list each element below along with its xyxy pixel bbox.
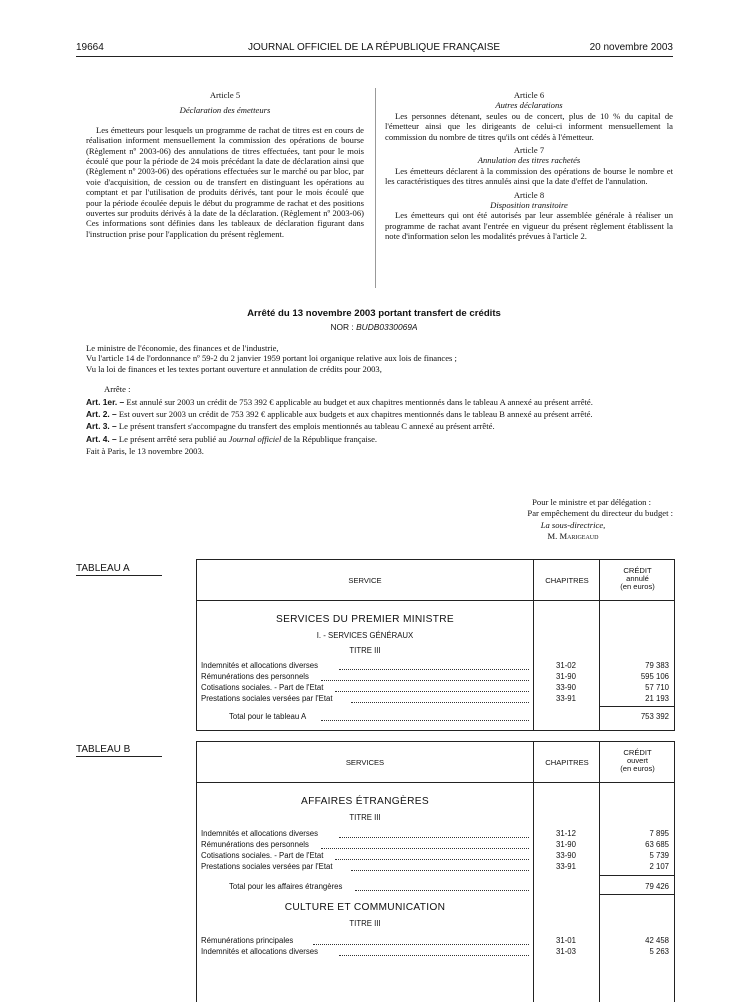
table-row xyxy=(197,829,674,840)
titre-heading: TITRE III xyxy=(349,646,381,655)
article-6-title: Article 6 xyxy=(513,90,545,100)
table-row xyxy=(197,936,674,947)
row-amount: 5 263 xyxy=(649,947,669,956)
table-row xyxy=(197,661,674,672)
col-chapitres-label: CHAPITRES xyxy=(545,758,589,767)
table-row xyxy=(197,862,674,873)
nor-code: BUDB0330069A xyxy=(356,322,418,332)
article-5-title: Article 5 xyxy=(209,90,241,100)
total-row xyxy=(197,882,674,893)
tableau-a-label: TABLEAU A xyxy=(76,563,162,576)
row-amount: 79 383 xyxy=(645,661,669,670)
article-8-subtitle: Disposition transitoire xyxy=(490,200,568,211)
dot-leader xyxy=(355,889,529,891)
article-4-text-b: de la République française. xyxy=(281,433,378,444)
row-label: Cotisations sociales. - Part de l'Etat xyxy=(201,683,324,692)
nor-reference xyxy=(0,322,748,332)
row-chapitre: 31-90 xyxy=(556,672,576,681)
article-7-text: Les émetteurs déclarent à la commission des opérations de bourse le nombre et les caractéristiques des titres annulés ainsi que la date d'effet de l'annulation. xyxy=(385,165,673,187)
subsection-heading: I. - SERVICES GÉNÉRAUX xyxy=(316,631,414,640)
dot-leader xyxy=(335,858,529,860)
col-credit-line-3: (en euros) xyxy=(620,582,655,591)
col-credit-line-1: CRÉDIT xyxy=(623,748,652,757)
article-1-number: Art. 1er. – xyxy=(86,396,125,407)
table-row xyxy=(197,694,674,705)
dot-leader xyxy=(339,668,529,670)
col-chapitres-header xyxy=(533,560,600,600)
table-row xyxy=(197,672,674,683)
signature-line-2: Par empêchement du directeur du budget : xyxy=(527,508,673,519)
row-label: Rémunérations des personnels xyxy=(201,672,309,681)
article-2 xyxy=(86,409,673,419)
total-rule xyxy=(599,894,674,895)
article-1-text: Est annulé sur 2003 un crédit de 753 392 € applicable au budget et aux chapitres mentionnés dans le tableau A annexé au présent arrêté. xyxy=(124,396,593,407)
table-row xyxy=(197,851,674,862)
row-amount: 595 106 xyxy=(640,672,669,681)
article-5-subtitle: Déclaration des émetteurs xyxy=(179,105,271,116)
row-label: Rémunérations principales xyxy=(201,936,294,945)
dot-leader xyxy=(321,679,529,681)
minister-line: Le ministre de l'économie, des finances et de l'industrie, xyxy=(86,343,279,353)
table-row xyxy=(197,683,674,694)
total-amount: 753 392 xyxy=(640,712,669,721)
col-credit-line-3: (en euros) xyxy=(620,764,655,773)
signature-line-1: Pour le ministre et par délégation : xyxy=(532,497,651,507)
article-8-text: Les émetteurs qui ont été autorisés par leur assemblée générale à réaliser un programme de rachat avant l'entrée en vigueur du présent règlement établissent la note d'information selon les modalités prévues à l'article 2. xyxy=(385,210,673,242)
row-label: Indemnités et allocations diverses xyxy=(201,947,319,956)
article-7-title: Article 7 xyxy=(513,145,545,156)
row-chapitre: 31-03 xyxy=(556,947,576,956)
signature-block xyxy=(473,497,673,543)
article-7-subtitle: Annulation des titres rachetés xyxy=(477,155,581,166)
article-1 xyxy=(86,397,673,407)
row-label: Cotisations sociales. - Part de l'Etat xyxy=(201,851,324,860)
total-label: Total pour le tableau A xyxy=(229,712,307,721)
article-2-number: Art. 2. – xyxy=(86,409,117,420)
arrete-title: Arrêté du 13 novembre 2003 portant transfert de crédits xyxy=(247,308,501,319)
total-rule xyxy=(599,706,674,707)
tableau-a xyxy=(196,559,675,731)
left-column xyxy=(86,90,364,239)
signature-name: M. Marigeaud xyxy=(547,531,599,542)
section-heading: CULTURE ET COMMUNICATION xyxy=(284,902,446,913)
col-chapitres-label: CHAPITRES xyxy=(545,576,589,585)
col-services-header: SERVICES xyxy=(345,758,385,767)
total-row xyxy=(197,712,674,723)
page-number: 19664 xyxy=(76,42,104,53)
row-chapitre: 31-12 xyxy=(556,829,576,838)
row-label: Indemnités et allocations diverses xyxy=(201,661,319,670)
tableau-b xyxy=(196,741,675,1002)
article-5-text: Les émetteurs pour lesquels un programme de rachat de titres est en cours de réalisation informent mensuellement la commission des opérations de bourse (Règlement nº 2003-06) des annulations de titres effectuées, tant pour le mois écoulé que pour la période de 24 mois précédant la date de déclaration ainsi que (Règlement nº 2003-06) des opérations effectuées sur le marché ou par bloc, par voie d'acquisition, de cession ou de transfert en distinguant les opérations au comptant et par l'utilisation de produits dérivés, tant pour le mois écoulé que pour la période écoulée depuis le début du programme de rachat et des positions ouvertes sur produits dérivés à la date de la déclaration. (Règlement nº 2003-06) Ces informations sont définies dans les tableaux de déclaration figurant dans l'instruction prise pour l'application du présent règlement. xyxy=(86,124,364,239)
row-label: Rémunérations des personnels xyxy=(201,840,309,849)
row-chapitre: 33-90 xyxy=(556,683,576,692)
article-2-text: Est ouvert sur 2003 un crédit de 753 392 € applicable aux budgets et aux chapitres mentionnés dans le tableau B annexé au présent arrêté. xyxy=(116,409,593,420)
article-3-text: Le présent transfert s'accompagne du transfert des emplois mentionnés au tableau C annexé au présent arrêté. xyxy=(116,421,495,432)
row-chapitre: 33-91 xyxy=(556,862,576,871)
article-4-number: Art. 4. – xyxy=(86,433,117,444)
dot-leader xyxy=(339,836,529,838)
total-rule xyxy=(599,875,674,876)
row-amount: 21 193 xyxy=(645,694,669,703)
row-label: Prestations sociales versées par l'Etat xyxy=(201,862,333,871)
row-chapitre: 31-02 xyxy=(556,661,576,670)
article-8-title: Article 8 xyxy=(513,189,545,200)
col-credit-header xyxy=(599,742,675,782)
total-label: Total pour les affaires étrangères xyxy=(229,882,343,891)
arrete-word: Arrête : xyxy=(104,384,131,395)
dot-leader xyxy=(321,847,529,849)
right-column xyxy=(385,90,673,242)
section-heading: SERVICES DU PREMIER MINISTRE xyxy=(275,614,455,625)
row-amount: 63 685 xyxy=(645,840,669,849)
total-amount: 79 426 xyxy=(645,882,669,891)
article-3-number: Art. 3. – xyxy=(86,421,117,432)
vu-line-2: Vu la loi de finances et les textes portant ouverture et annulation de crédits pour 2003, xyxy=(86,363,382,374)
col-credit-header xyxy=(599,560,675,600)
row-chapitre: 31-90 xyxy=(556,840,576,849)
dot-leader xyxy=(335,690,529,692)
row-amount: 57 710 xyxy=(645,683,669,692)
column-separator xyxy=(375,88,376,288)
article-4 xyxy=(86,434,673,444)
titre-heading: TITRE III xyxy=(349,919,381,928)
col-service-header: SERVICE xyxy=(348,576,382,585)
tableau-a-header xyxy=(197,560,674,601)
row-chapitre: 31-01 xyxy=(556,936,576,945)
dot-leader xyxy=(339,954,529,956)
header-rule xyxy=(76,56,673,57)
titre-heading: TITRE III xyxy=(349,813,381,822)
signature-line-3: La sous-directrice, xyxy=(540,519,606,530)
issue-date: 20 novembre 2003 xyxy=(589,42,673,53)
row-chapitre: 33-90 xyxy=(556,851,576,860)
row-amount: 7 895 xyxy=(649,829,669,838)
fait-a-paris: Fait à Paris, le 13 novembre 2003. xyxy=(86,446,204,457)
article-6-subtitle: Autres déclarations xyxy=(495,100,563,111)
section-heading: AFFAIRES ÉTRANGÈRES xyxy=(301,796,429,807)
article-4-journal: Journal officiel xyxy=(228,433,282,444)
dot-leader xyxy=(313,943,529,945)
article-6-text: Les personnes détenant, seules ou de concert, plus de 10 % du capital de l'émetteur ainsi que les dirigeants de celui-ci informent mensuellement la commission du nombre de titres qu'ils ont cédés à l'émetteur. xyxy=(385,110,673,142)
table-row xyxy=(197,840,674,851)
tableau-b-header xyxy=(197,742,674,783)
article-3 xyxy=(86,421,673,431)
row-label: Prestations sociales versées par l'Etat xyxy=(201,694,333,703)
arrete-body xyxy=(86,343,673,459)
row-chapitre: 33-91 xyxy=(556,694,576,703)
col-credit-line-2: ouvert xyxy=(626,756,649,765)
col-credit-line-2: annulé xyxy=(626,574,649,583)
dot-leader xyxy=(351,701,529,703)
tableau-b-label: TABLEAU B xyxy=(76,744,162,757)
journal-title: JOURNAL OFFICIEL DE LA RÉPUBLIQUE FRANÇAISE xyxy=(247,42,501,53)
col-chapitres-header xyxy=(533,742,600,782)
row-amount: 42 458 xyxy=(645,936,669,945)
dot-leader xyxy=(351,869,529,871)
vu-line-1: Vu l'article 14 de l'ordonnance nº 59-2 du 2 janvier 1959 portant loi organique relative aux lois de finances ; xyxy=(86,353,457,364)
row-amount: 5 739 xyxy=(649,851,669,860)
nor-label: NOR : xyxy=(330,322,357,332)
col-credit-line-1: CRÉDIT xyxy=(623,566,652,575)
article-4-text-a: Le présent arrêté sera publié au xyxy=(116,433,229,444)
row-amount: 2 107 xyxy=(649,862,669,871)
table-row xyxy=(197,947,674,958)
row-label: Indemnités et allocations diverses xyxy=(201,829,319,838)
dot-leader xyxy=(321,719,529,721)
